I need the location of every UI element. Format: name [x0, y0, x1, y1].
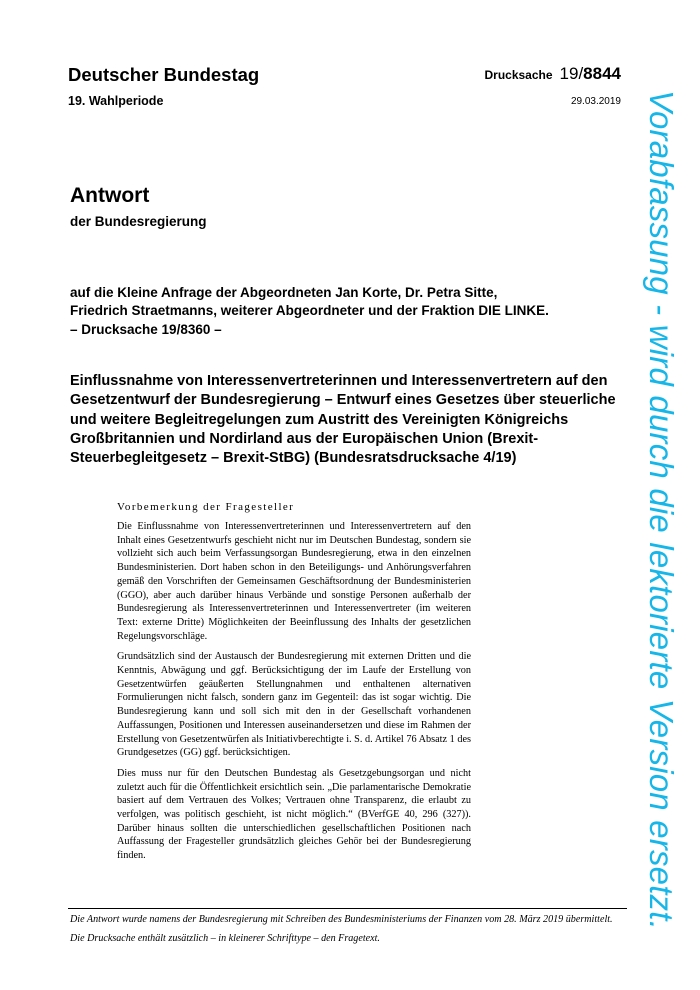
vorbemerkung-title: Vorbemerkung der Fragesteller	[117, 501, 295, 513]
drucksache-prefix: 19/	[559, 64, 584, 83]
subject-line: Gesetzentwurf der Bundesregierung – Entwurf eines Gesetzes über steuerliche	[70, 392, 616, 409]
vorbemerkung-paragraph: Grundsätzlich sind der Austausch der Bundesregierung mit externen Dritten und die Kenntnis, Abwägung und ggf. Berücksichtigung der im Laufe der Erstellung von Gesetzentwürfen geäußerten Stellungnahmen und enthaltenen alternativen Formulierungen nicht falsch, sondern ganz im Gegenteil: das ist sogar wichtig. Die Bundesregierung kann und soll sich mit den in der Gesellschaft vorhandenen Auffassungen, Positionen und Interessen auseinandersetzen und diese im Rahmen der Erstellung von Gesetzentwürfen als Initiativberechtigte i. S. d. Artikel 76 Absatz 1 des Grundgesetzes (GG) ggf. berücksichtigen.	[117, 651, 471, 759]
header-right	[484, 63, 621, 109]
watermark-text: Vorabfassung - wird durch die lektorierte Version ersetzt.	[643, 90, 680, 931]
anfrage-line: auf die Kleine Anfrage der Abgeordneten Jan Korte, Dr. Petra Sitte,	[70, 285, 498, 300]
footnote-fragetext: Die Drucksache enthält zusätzlich – in kleinerer Schrifttype – den Fragetext.	[70, 932, 380, 944]
document-subheading: der Bundesregierung	[70, 214, 207, 229]
vorbemerkung-paragraph: Die Einflussnahme von Interessenvertreterinnen und Interessenvertretern auf den Inhalt eines Gesetzentwurfs geschieht nicht nur im Deutschen Bundestag, sondern sie vollzieht sich auch beim Verfassungsorgan Bundesregierung, etwa in den einzelnen Bundesministerien. Dort haben schon in den Beteiligungs- und Anhörungsverfahren gemäß den Vorschriften der Gemeinsamen Geschäftsordnung der Bundesministerien (GGO), aber auch darüber hinaus Verbände und sonstige Personen außerhalb der Bundesregierung als Interessenvertreterinnen und Interessenvertreter (im weiteren Text: externe Dritte) Möglichkeiten der Beeinflussung des Inhalts der gesetzlichen Regelungsvorschläge.	[117, 521, 471, 642]
vorbemerkung-section	[117, 500, 471, 870]
drucksache-label: Drucksache	[484, 68, 553, 82]
subject-line: Großbritannien und Nordirland aus der Europäischen Union (Brexit-	[70, 430, 539, 447]
anfrage-line: Friedrich Straetmanns, weiterer Abgeordneter und der Fraktion DIE LINKE.	[70, 303, 549, 319]
watermark	[636, 90, 686, 931]
institution-name: Deutscher Bundestag	[68, 64, 260, 85]
subject-line: und weitere Begleitregelungen zum Austritt des Vereinigten Königreichs	[70, 411, 569, 428]
footnote-transmission: Die Antwort wurde namens der Bundesregierung mit Schreiben des Bundesministeriums der Finanzen vom 28. März 2019 übermittelt.	[70, 914, 613, 925]
wahlperiode: 19. Wahlperiode	[68, 94, 164, 108]
document-subject	[70, 372, 616, 468]
footnote-divider	[68, 908, 627, 909]
header-left	[68, 64, 259, 109]
vorbemerkung-body	[117, 520, 471, 863]
document-date: 29.03.2019	[570, 96, 621, 107]
footnotes	[70, 913, 630, 950]
anfrage-reference	[70, 284, 590, 339]
drucksache-number: 8844	[583, 64, 621, 83]
vorbemerkung-paragraph: Dies muss nur für den Deutschen Bundestag als Gesetzgebungsorgan und nicht zuletzt auch für die Öffentlichkeit ersichtlich sein. „Die parlamentarische Demokratie basiert auf dem Vertrauen des Volkes; Vertrauen ohne Transparenz, die erlaubt zu verfolgen, was politisch geschieht, ist nicht möglich.“ (BVerfGE 40, 296 (327)). Darüber hinaus sollten die unterschiedlichen gesellschaftlichen Positionen nach Auffassung der Fragesteller grundsätzlich gleiches Gehör bei der Bundesregierung finden.	[117, 767, 471, 862]
subject-line: Einflussnahme von Interessenvertreterinnen und Interessenvertretern auf den	[70, 373, 608, 389]
drucksache-line	[484, 63, 621, 86]
anfrage-line: – Drucksache 19/8360 –	[70, 321, 222, 337]
document-heading: Antwort	[70, 184, 150, 207]
subject-line: Steuerbegleitgesetz – Brexit-StBG) (Bundesratsdrucksache 4/19)	[70, 450, 517, 467]
